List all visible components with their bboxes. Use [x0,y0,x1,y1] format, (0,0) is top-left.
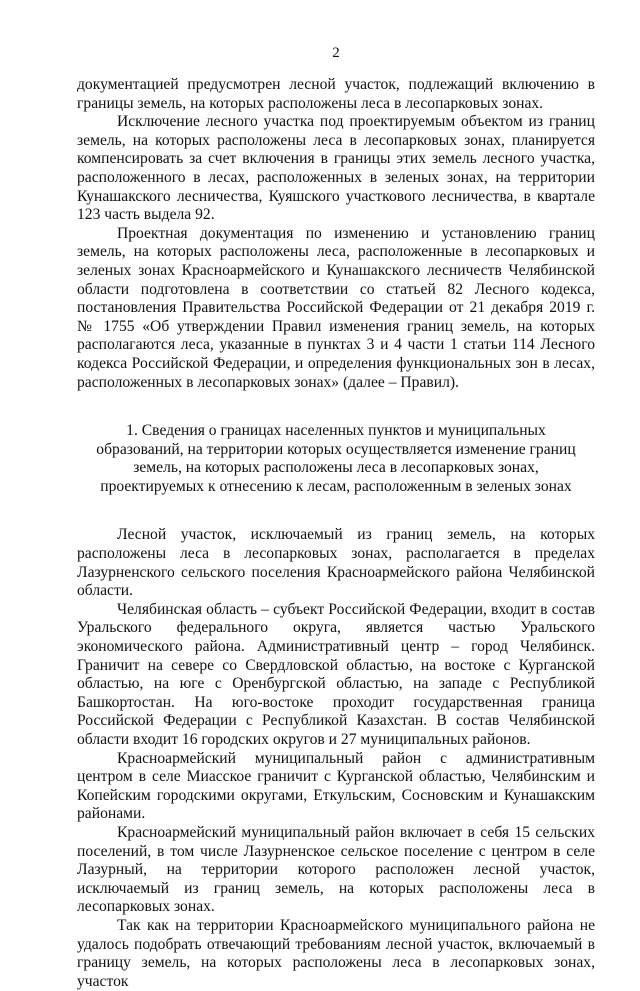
paragraph-krasnoarmeysky-district: Красноармейский муниципальный район с административным центром в селе Миасское граничит с Курганской областью, Челябинским и Копейским городскими округами, Еткульским, Сосновским и Кунашакским районами. [77,749,595,823]
document-page [77,44,595,991]
paragraph-project-documentation: Проектная документация по изменению и установлению границ земель, на которых расположены леса, расположенные в лесопарковых и зеленых зонах Красноармейского и Кунашакского лесничеств Челябинской области подготовлена в соответствии со статьей 82 Лесного кодекса, постановления Правительства Российской Федерации от 21 декабря 2019 г. № 1755 «Об утверждении Правил изменения границ земель, на которых располагаются леса, указанные в пунктах 3 и 4 части 1 статьи 114 Лесного кодекса Российской Федерации, и определения функциональных зон в лесах, расположенных в лесопарковых зонах» (далее – Правил). [77,224,595,391]
paragraph-rural-settlements: Красноармейский муниципальный район включает в себя 15 сельских поселений, в том числе Лазурненское сельское поселение с центром в селе Лазурный, на территории которого расположен лесной участок, исключаемый из границ земель, на которых расположены леса в лесопарковых зонах. [77,823,595,916]
paragraph-compensation: Исключение лесного участка под проектируемым объектом из границ земель, на которых расположены леса в лесопарковых зонах, планируется компенсировать за счет включения в границы этих земель лесного участка, расположенного в лесах, расположенных в зеленых зонах, на территории Кунашакского лесничества, Куяшского участкового лесничества, в квартале 123 часть выдела 92. [77,113,595,224]
paragraph-forest-plot-location: Лесной участок, исключаемый из границ земель, на которых расположены леса в лесопарковых зонах, располагается в пределах Лазурненского сельского поселения Красноармейского района Челябинской области. [77,526,595,600]
page-number: 2 [332,45,340,61]
section-heading: 1. Сведения о границах населенных пунктов и муниципальных образований, на территории которых осуществляется изменение границ земель, на которых расположены леса в лесопарковых зонах, проектируемых к отнесению к лесам, расположенным в зеленых зонах [96,422,576,495]
paragraph-continuation: документацией предусмотрен лесной участок, подлежащий включению в границы земель, на которых расположены леса в лесопарковых зонах. [77,76,595,112]
paragraph-chelyabinsk-region: Челябинская область – субъект Российской Федерации, входит в состав Уральского федерального округа, является частью Уральского экономического района. Административный центр – город Челябинск. Граничит на севере со Свердловской областью, на востоке с Курганской областью, на юге с Оренбургской областью, на западе с Республикой Башкортостан. На юго-востоке проходит государственная граница Российской Федерации с Республикой Казахстан. В состав Челябинской области входит 16 городских округов и 27 муниципальных районов. [77,600,595,748]
paragraph-plot-selection: Так как на территории Красноармейского муниципального района не удалось подобрать отвечающий требованиям лесной участок, включаемый в границу земель, на которых расположены леса в лесопарковых зонах, участок [77,916,595,990]
